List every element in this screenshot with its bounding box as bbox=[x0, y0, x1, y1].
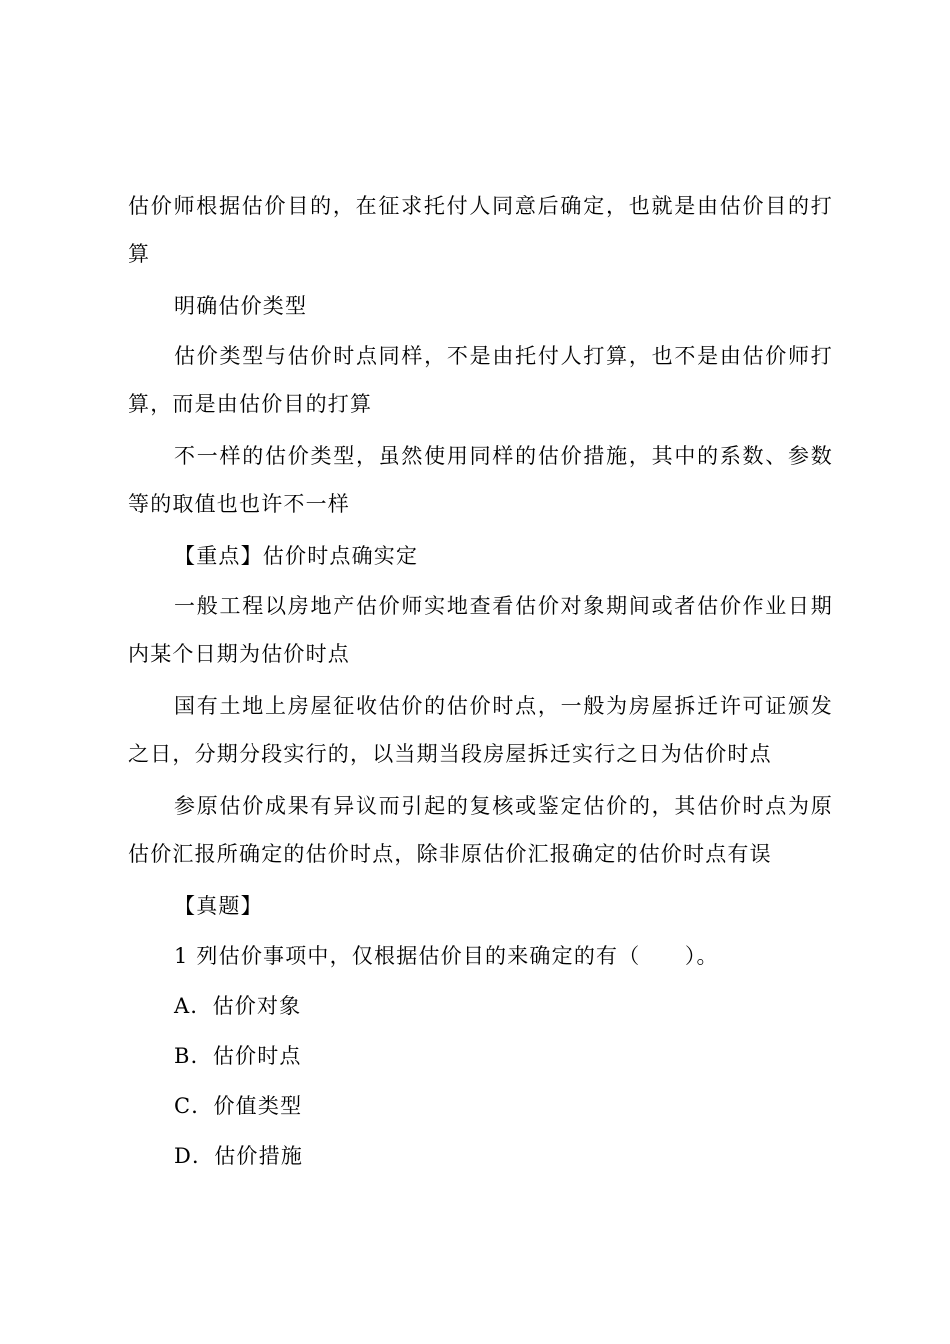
paragraph-review-valuation-date: 参原估价成果有异议而引起的复核或鉴定估价的，其估价时点为原估价汇报所确定的估价时点，除非原估价汇报确定的估价时点有误 bbox=[128, 794, 833, 866]
option-a: A．估价对象 bbox=[174, 994, 302, 1018]
paragraph-valuer-determination: 估价师根据估价目的，在征求托付人同意后确定，也就是由估价目的打算 bbox=[128, 194, 833, 266]
option-d: D．估价措施 bbox=[174, 1144, 304, 1168]
paragraph-key-point-heading: 【重点】估价时点确实定 bbox=[174, 544, 419, 568]
option-c: C．价值类型 bbox=[174, 1094, 303, 1118]
paragraph-value-type-decided: 估价类型与估价时点同样，不是由托付人打算，也不是由估价师打算，而是由估价目的打算 bbox=[128, 344, 833, 416]
paragraph-general-valuation-date: 一般工程以房地产估价师实地查看估价对象期间或者估价作业日期内某个日期为估价时点 bbox=[128, 594, 833, 666]
document-body bbox=[128, 182, 833, 1182]
question-stem: 1 列估价事项中，仅根据估价目的来确定的有（ ）。 bbox=[174, 944, 719, 968]
paragraph-exam-question-heading: 【真题】 bbox=[174, 894, 263, 918]
paragraph-expropriation-valuation-date: 国有土地上房屋征收估价的估价时点，一般为房屋拆迁许可证颁发之日，分期分段实行的，以当期当段房屋拆迁实行之日为估价时点 bbox=[128, 694, 833, 766]
paragraph-heading-value-type: 明确估价类型 bbox=[174, 294, 308, 318]
option-b: B．估价时点 bbox=[174, 1044, 302, 1068]
paragraph-different-value-types: 不一样的估价类型，虽然使用同样的估价措施，其中的系数、参数等的取值也也许不一样 bbox=[128, 444, 833, 516]
